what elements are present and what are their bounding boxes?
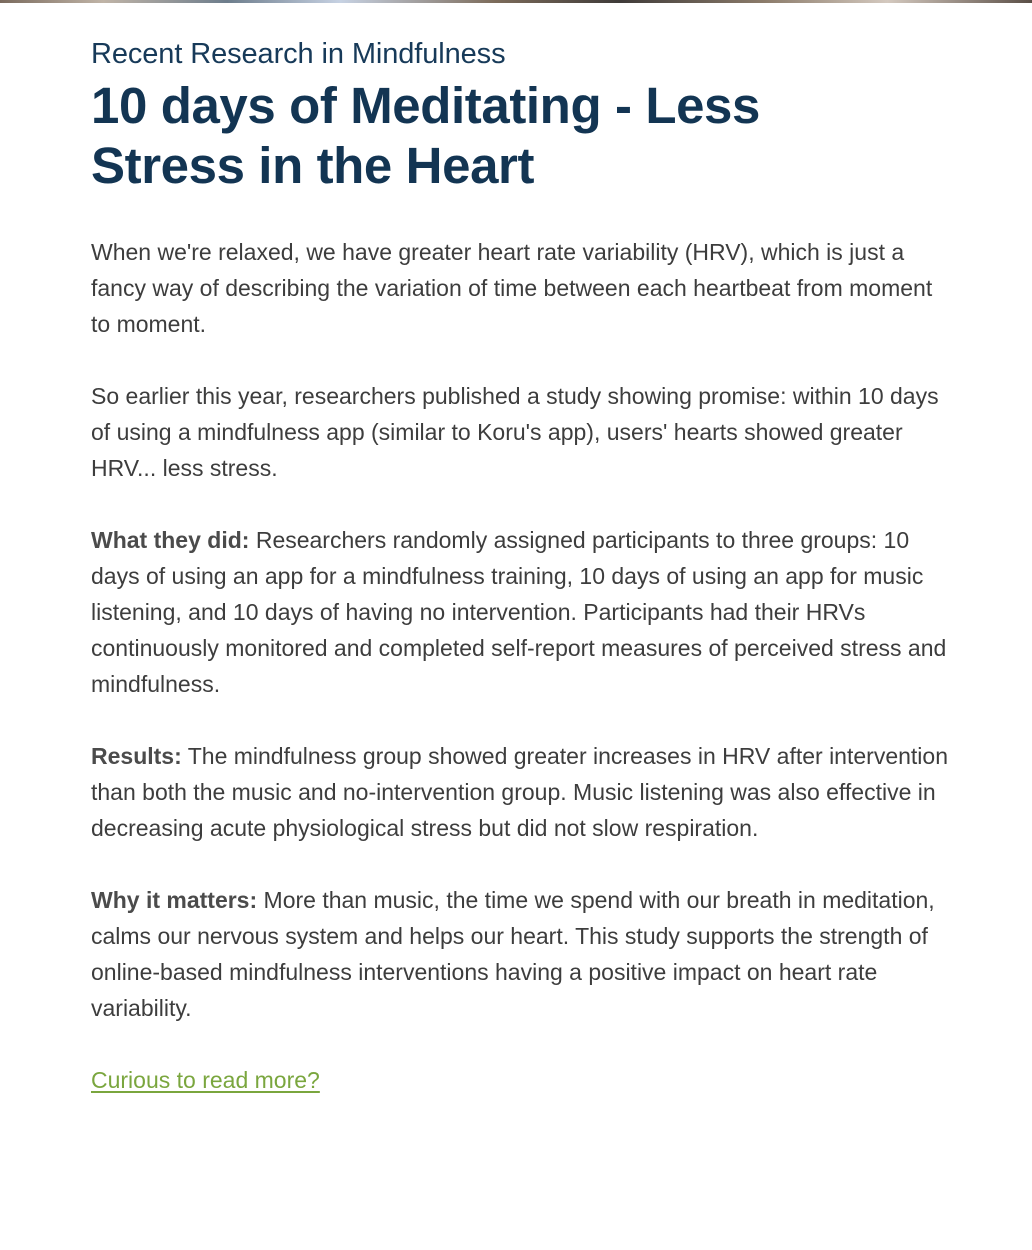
study-paragraph: So earlier this year, researchers published a study showing promise: within 10 days of using a mindfulness app (similar to Koru's app), users' hearts showed greater HRV... less stress. <box>91 383 939 481</box>
newsletter-article <box>91 36 949 1098</box>
what-they-did-paragraph <box>91 522 949 702</box>
what-they-did-text: Researchers randomly assigned participants to three groups: 10 days of using an app for a mindfulness training, 10 days of using an app for music listening, and 10 days of having no intervention. Participants had their HRVs continuously monitored and completed self-report measures of perceived stress and mindfulness. <box>91 527 947 697</box>
hero-image-strip <box>0 0 1032 3</box>
results-label: Results: <box>91 743 182 769</box>
article-title: 10 days of Meditating - Less Stress in the Heart <box>91 77 760 194</box>
what-they-did-label: What they did: <box>91 527 250 553</box>
intro-paragraph: When we're relaxed, we have greater heart rate variability (HRV), which is just a fancy way of describing the variation of time between each heartbeat from moment to moment. <box>91 239 933 337</box>
article-body <box>91 234 949 1098</box>
read-more-link[interactable]: Curious to read more? <box>91 1067 320 1093</box>
why-it-matters-label: Why it matters: <box>91 887 258 913</box>
results-paragraph <box>91 738 949 846</box>
why-it-matters-text: More than music, the time we spend with our breath in meditation, calms our nervous system and helps our heart. This study supports the strength of online-based mindfulness interventions having a positive impact on heart rate variability. <box>91 887 935 1021</box>
results-text: The mindfulness group showed greater increases in HRV after intervention than both the music and no-intervention group. Music listening was also effective in decreasing acute physiological stress but did not slow respiration. <box>91 743 948 841</box>
section-kicker: Recent Research in Mindfulness <box>91 38 506 70</box>
why-it-matters-paragraph <box>91 882 949 1026</box>
